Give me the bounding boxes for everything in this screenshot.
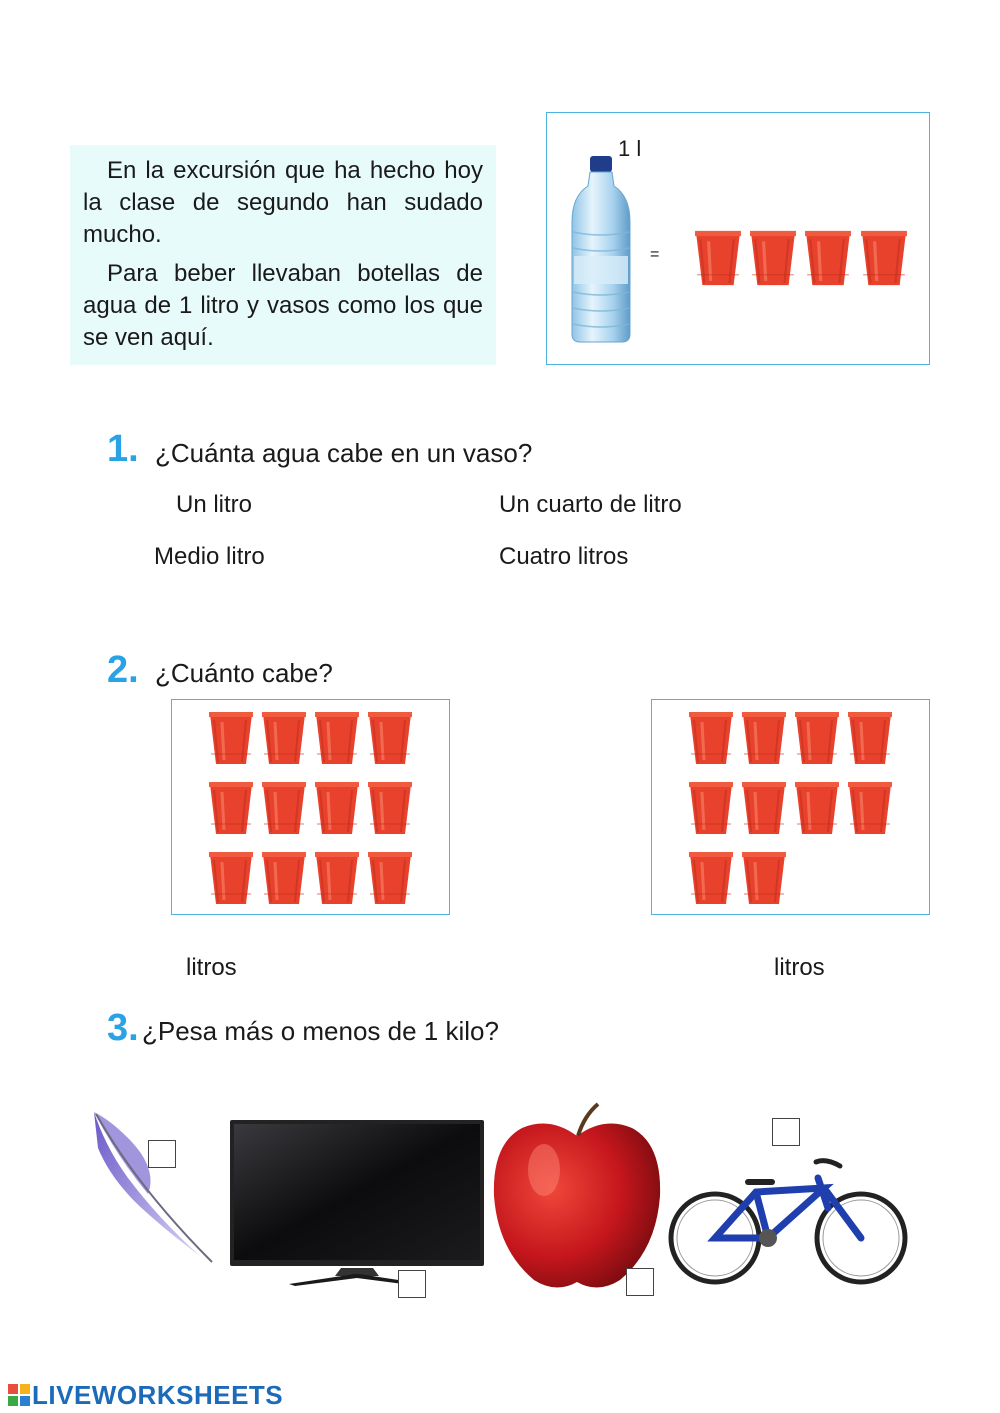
apple-image xyxy=(490,1100,664,1292)
cup-icon xyxy=(749,228,797,288)
cup-icon xyxy=(314,710,360,766)
television-image xyxy=(229,1118,485,1286)
bicycle-image xyxy=(668,1138,908,1290)
cup-icon xyxy=(694,228,742,288)
cup-icon xyxy=(367,710,413,766)
question-1-text: ¿Cuánta agua cabe en un vaso? xyxy=(155,438,533,468)
intro-paragraph-1: En la excursión que ha hecho hoy la clase de segundo han sudado mucho. xyxy=(83,157,483,248)
cup-icon xyxy=(367,850,413,906)
cup-icon xyxy=(261,710,307,766)
cup-icon xyxy=(208,850,254,906)
question-2-text: ¿Cuánto cabe? xyxy=(155,658,333,688)
checkbox-television[interactable] xyxy=(398,1270,426,1298)
logo-text: LIVEWORKSHEETS xyxy=(32,1380,284,1410)
cup-icon xyxy=(741,780,787,836)
cup-box-left xyxy=(171,699,450,915)
liveworksheets-logo xyxy=(8,1380,283,1411)
cup-icon xyxy=(208,780,254,836)
cup-icon xyxy=(261,850,307,906)
cup-icon xyxy=(688,710,734,766)
checkbox-feather[interactable] xyxy=(148,1140,176,1168)
option-un-litro[interactable]: Un litro xyxy=(176,491,253,518)
cup-icon xyxy=(804,228,852,288)
checkbox-bicycle[interactable] xyxy=(772,1118,800,1146)
cup-icon xyxy=(860,228,908,288)
cup-icon xyxy=(688,780,734,836)
cup-icon xyxy=(314,850,360,906)
intro-text-box xyxy=(70,145,496,365)
checkbox-apple[interactable] xyxy=(626,1268,654,1296)
liters-label-left: litros xyxy=(186,954,237,981)
question-3-number: 3. xyxy=(107,1007,139,1049)
cup-icon xyxy=(847,710,893,766)
cup-icon xyxy=(367,780,413,836)
equals-sign: = xyxy=(650,246,660,263)
option-cuatro-litros[interactable]: Cuatro litros xyxy=(499,543,629,570)
liveworksheets-badge-icon xyxy=(8,1384,30,1406)
option-medio-litro[interactable]: Medio litro xyxy=(154,543,265,570)
cup-icon xyxy=(794,710,840,766)
option-un-cuarto-de-litro[interactable]: Un cuarto de litro xyxy=(499,491,682,518)
cup-icon xyxy=(794,780,840,836)
intro-paragraph-2: Para beber llevaban botellas de agua de 1 litro y vasos como los que se ven aquí. xyxy=(83,260,483,351)
feather-image xyxy=(88,1108,218,1268)
question-3-text: ¿Pesa más o menos de 1 kilo? xyxy=(142,1016,499,1046)
cup-icon xyxy=(847,780,893,836)
cup-icon xyxy=(741,710,787,766)
cup-icon xyxy=(314,780,360,836)
liters-label-right: litros xyxy=(774,954,825,981)
cup-icon xyxy=(261,780,307,836)
question-1-number: 1. xyxy=(107,428,139,470)
liter-label: 1 l xyxy=(618,136,642,161)
question-2-number: 2. xyxy=(107,649,139,691)
cup-icon xyxy=(208,710,254,766)
cup-icon xyxy=(741,850,787,906)
cup-icon xyxy=(688,850,734,906)
water-bottle-image xyxy=(566,152,636,346)
cup-box-right xyxy=(651,699,930,915)
